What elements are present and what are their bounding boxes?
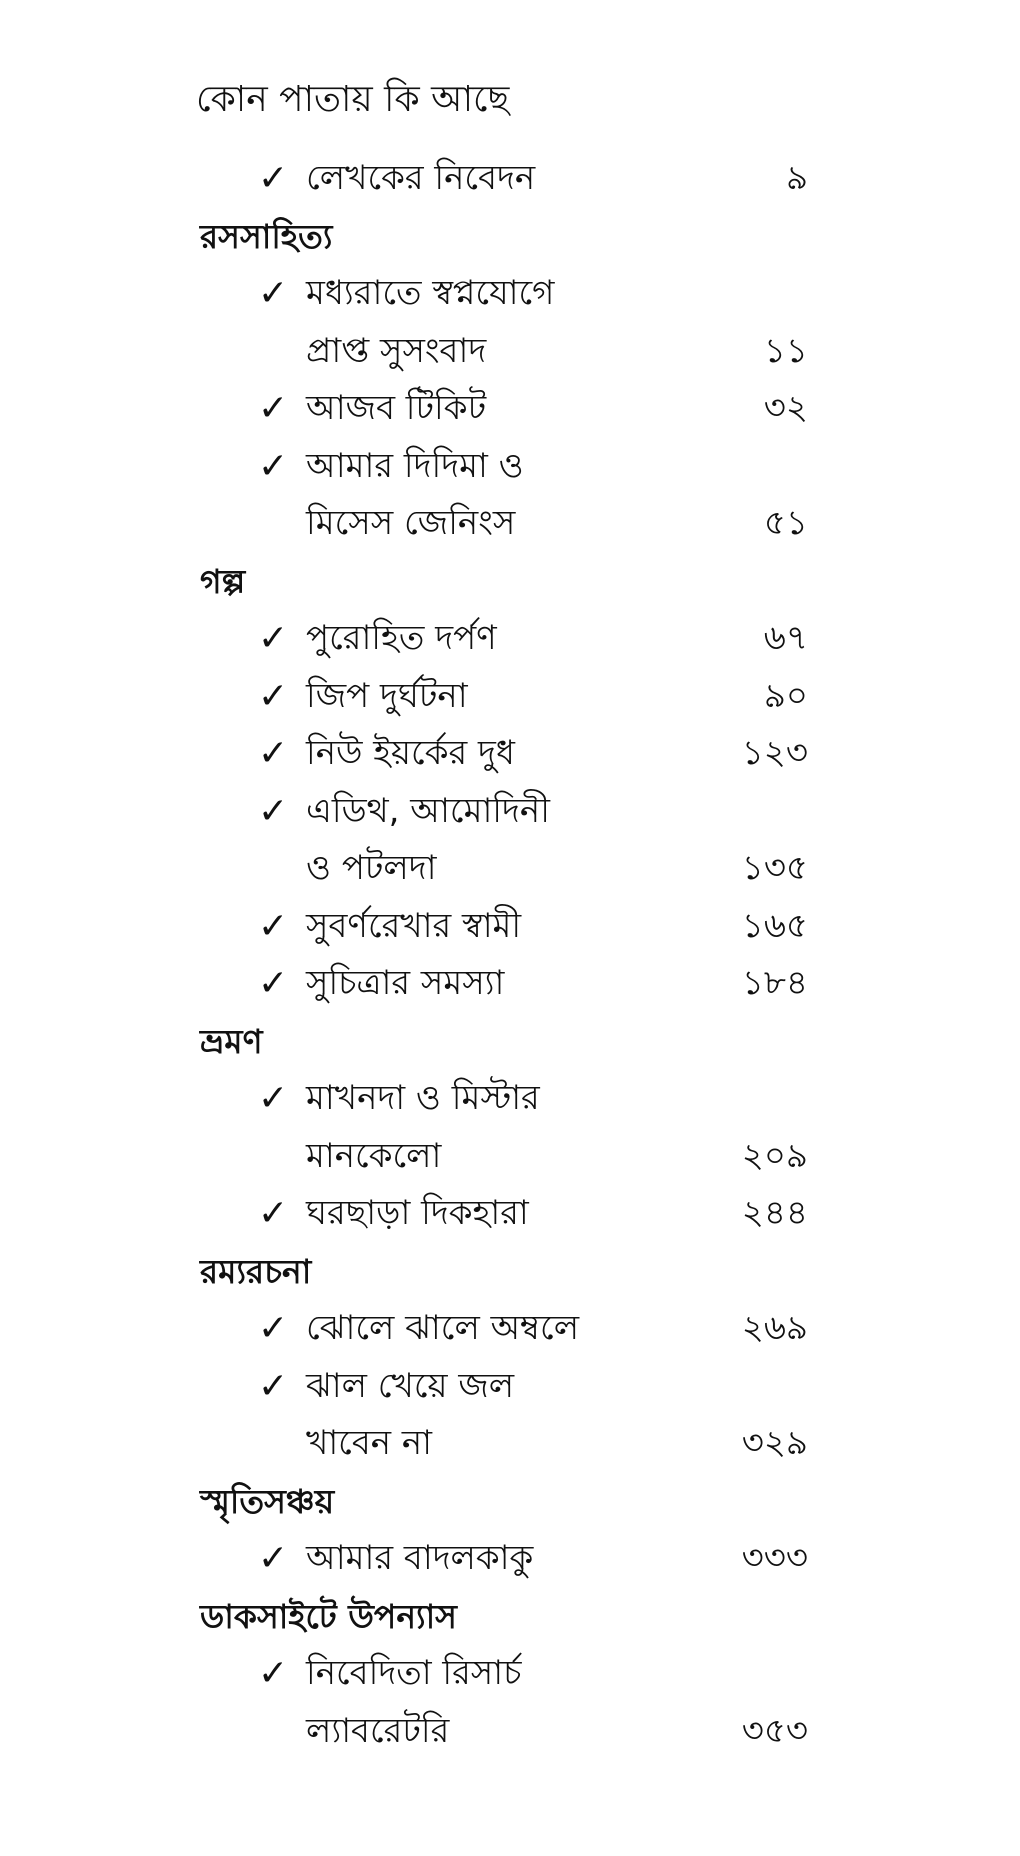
entry-title: মিসেস জেনিংস — [306, 503, 516, 543]
toc-entry-line — [0, 1358, 1020, 1416]
section-heading: রম্যরচনা — [200, 1251, 312, 1291]
entry-title: নিউ ইয়র্কের দুধ — [306, 733, 515, 773]
page-number: ২৪৪ — [741, 1193, 808, 1233]
toc-entry-line — [0, 1645, 1020, 1703]
toc-entry-line — [0, 783, 1020, 841]
toc-entry-line — [0, 380, 1020, 438]
toc-entry-line — [0, 898, 1020, 956]
toc-entry-line — [0, 668, 1020, 726]
toc-entry-line — [0, 1703, 1020, 1761]
entry-title: এডিথ, আমোদিনী — [306, 790, 550, 831]
section-heading: ভ্রমণ — [200, 1021, 263, 1061]
check-icon: ✓ — [258, 790, 289, 832]
section-heading: ডাকসাইটে উপন্যাস — [200, 1596, 457, 1636]
toc-entry-line — [0, 265, 1020, 323]
page-number: ১১ — [763, 330, 808, 371]
entry-title: আমার বাদলকাকু — [306, 1538, 534, 1578]
table-of-contents — [0, 150, 1020, 1760]
page-number: ২০৯ — [741, 1135, 808, 1176]
entry-title: নিবেদিতা রিসার্চ — [306, 1653, 522, 1693]
page-number: ১৩৫ — [741, 848, 808, 888]
toc-entry-line — [0, 495, 1020, 553]
check-icon: ✓ — [258, 1193, 289, 1234]
page-number: ৩২৯ — [741, 1423, 808, 1463]
check-icon: ✓ — [258, 618, 289, 659]
check-icon: ✓ — [258, 445, 289, 487]
check-icon: ✓ — [258, 1653, 289, 1694]
check-icon: ✓ — [258, 1078, 289, 1119]
check-icon: ✓ — [258, 158, 289, 199]
entry-title: আমার দিদিমা ও — [306, 445, 524, 486]
entry-title: মাখনদা ও মিস্টার — [306, 1078, 540, 1118]
toc-entry-line — [0, 1530, 1020, 1588]
entry-title: খাবেন না — [306, 1423, 433, 1463]
toc-entry-line — [0, 1300, 1020, 1358]
entry-title: মানকেলো — [306, 1135, 442, 1176]
page-number: ৬৭ — [763, 618, 808, 658]
check-icon: ✓ — [258, 1538, 289, 1579]
toc-entry-line — [0, 725, 1020, 783]
entry-title: ল্যাবরেটরি — [306, 1710, 450, 1751]
toc-entry-line — [0, 1415, 1020, 1473]
toc-entry-line — [0, 438, 1020, 496]
entry-title: পুরোহিত দর্পণ — [306, 618, 497, 658]
entry-title: লেখকের নিবেদন — [306, 158, 536, 198]
toc-entry-line — [0, 323, 1020, 381]
page-number: ৯ — [785, 158, 808, 198]
check-icon: ✓ — [258, 1308, 289, 1349]
section-heading: রসসাহিত্য — [200, 216, 333, 256]
toc-entry-line — [0, 610, 1020, 668]
entry-title: ও পটলদা — [306, 848, 437, 888]
page-title: কোন পাতায় কি আছে — [196, 79, 510, 120]
page-number: ৩৩৩ — [741, 1538, 808, 1578]
page-number: ১৮৪ — [741, 963, 808, 1003]
check-icon: ✓ — [258, 675, 289, 717]
check-icon: ✓ — [258, 273, 289, 314]
page-number: ১৬৫ — [741, 905, 808, 946]
check-icon: ✓ — [258, 388, 289, 429]
entry-title: জিপ দুর্ঘটনা — [306, 675, 468, 716]
entry-title: আজব টিকিট — [306, 388, 487, 428]
toc-entry-line — [0, 1185, 1020, 1243]
entry-title: ঝোলে ঝালে অম্বলে — [306, 1308, 580, 1348]
toc-entry-line — [0, 955, 1020, 1013]
check-icon: ✓ — [258, 963, 289, 1004]
entry-title: সুবর্ণরেখার স্বামী — [306, 905, 522, 946]
page-number: ৯০ — [763, 675, 808, 716]
toc-entry-line — [0, 1070, 1020, 1128]
entry-title: সুচিত্রার সমস্যা — [306, 963, 505, 1003]
entry-title: মধ্যরাতে স্বপ্নযোগে — [306, 273, 555, 313]
entry-title: প্রাপ্ত সুসংবাদ — [306, 330, 487, 371]
toc-entry-line — [0, 1128, 1020, 1186]
check-icon: ✓ — [258, 1365, 289, 1407]
check-icon: ✓ — [258, 733, 289, 774]
page-number: ৩৫৩ — [741, 1710, 808, 1751]
page-number: ৫১ — [763, 503, 808, 543]
entry-title: ঝাল খেয়ে জল — [306, 1365, 515, 1406]
page-number: ৩২ — [763, 388, 808, 428]
section-heading: গল্প — [200, 561, 246, 601]
toc-entry-line — [0, 840, 1020, 898]
section-heading: স্মৃতিসঞ্চয় — [200, 1481, 335, 1521]
page-number: ১২৩ — [741, 733, 808, 773]
check-icon: ✓ — [258, 905, 289, 947]
entry-title: ঘরছাড়া দিকহারা — [306, 1193, 529, 1233]
page-number: ২৬৯ — [741, 1308, 808, 1348]
toc-entry-line — [0, 150, 1020, 208]
